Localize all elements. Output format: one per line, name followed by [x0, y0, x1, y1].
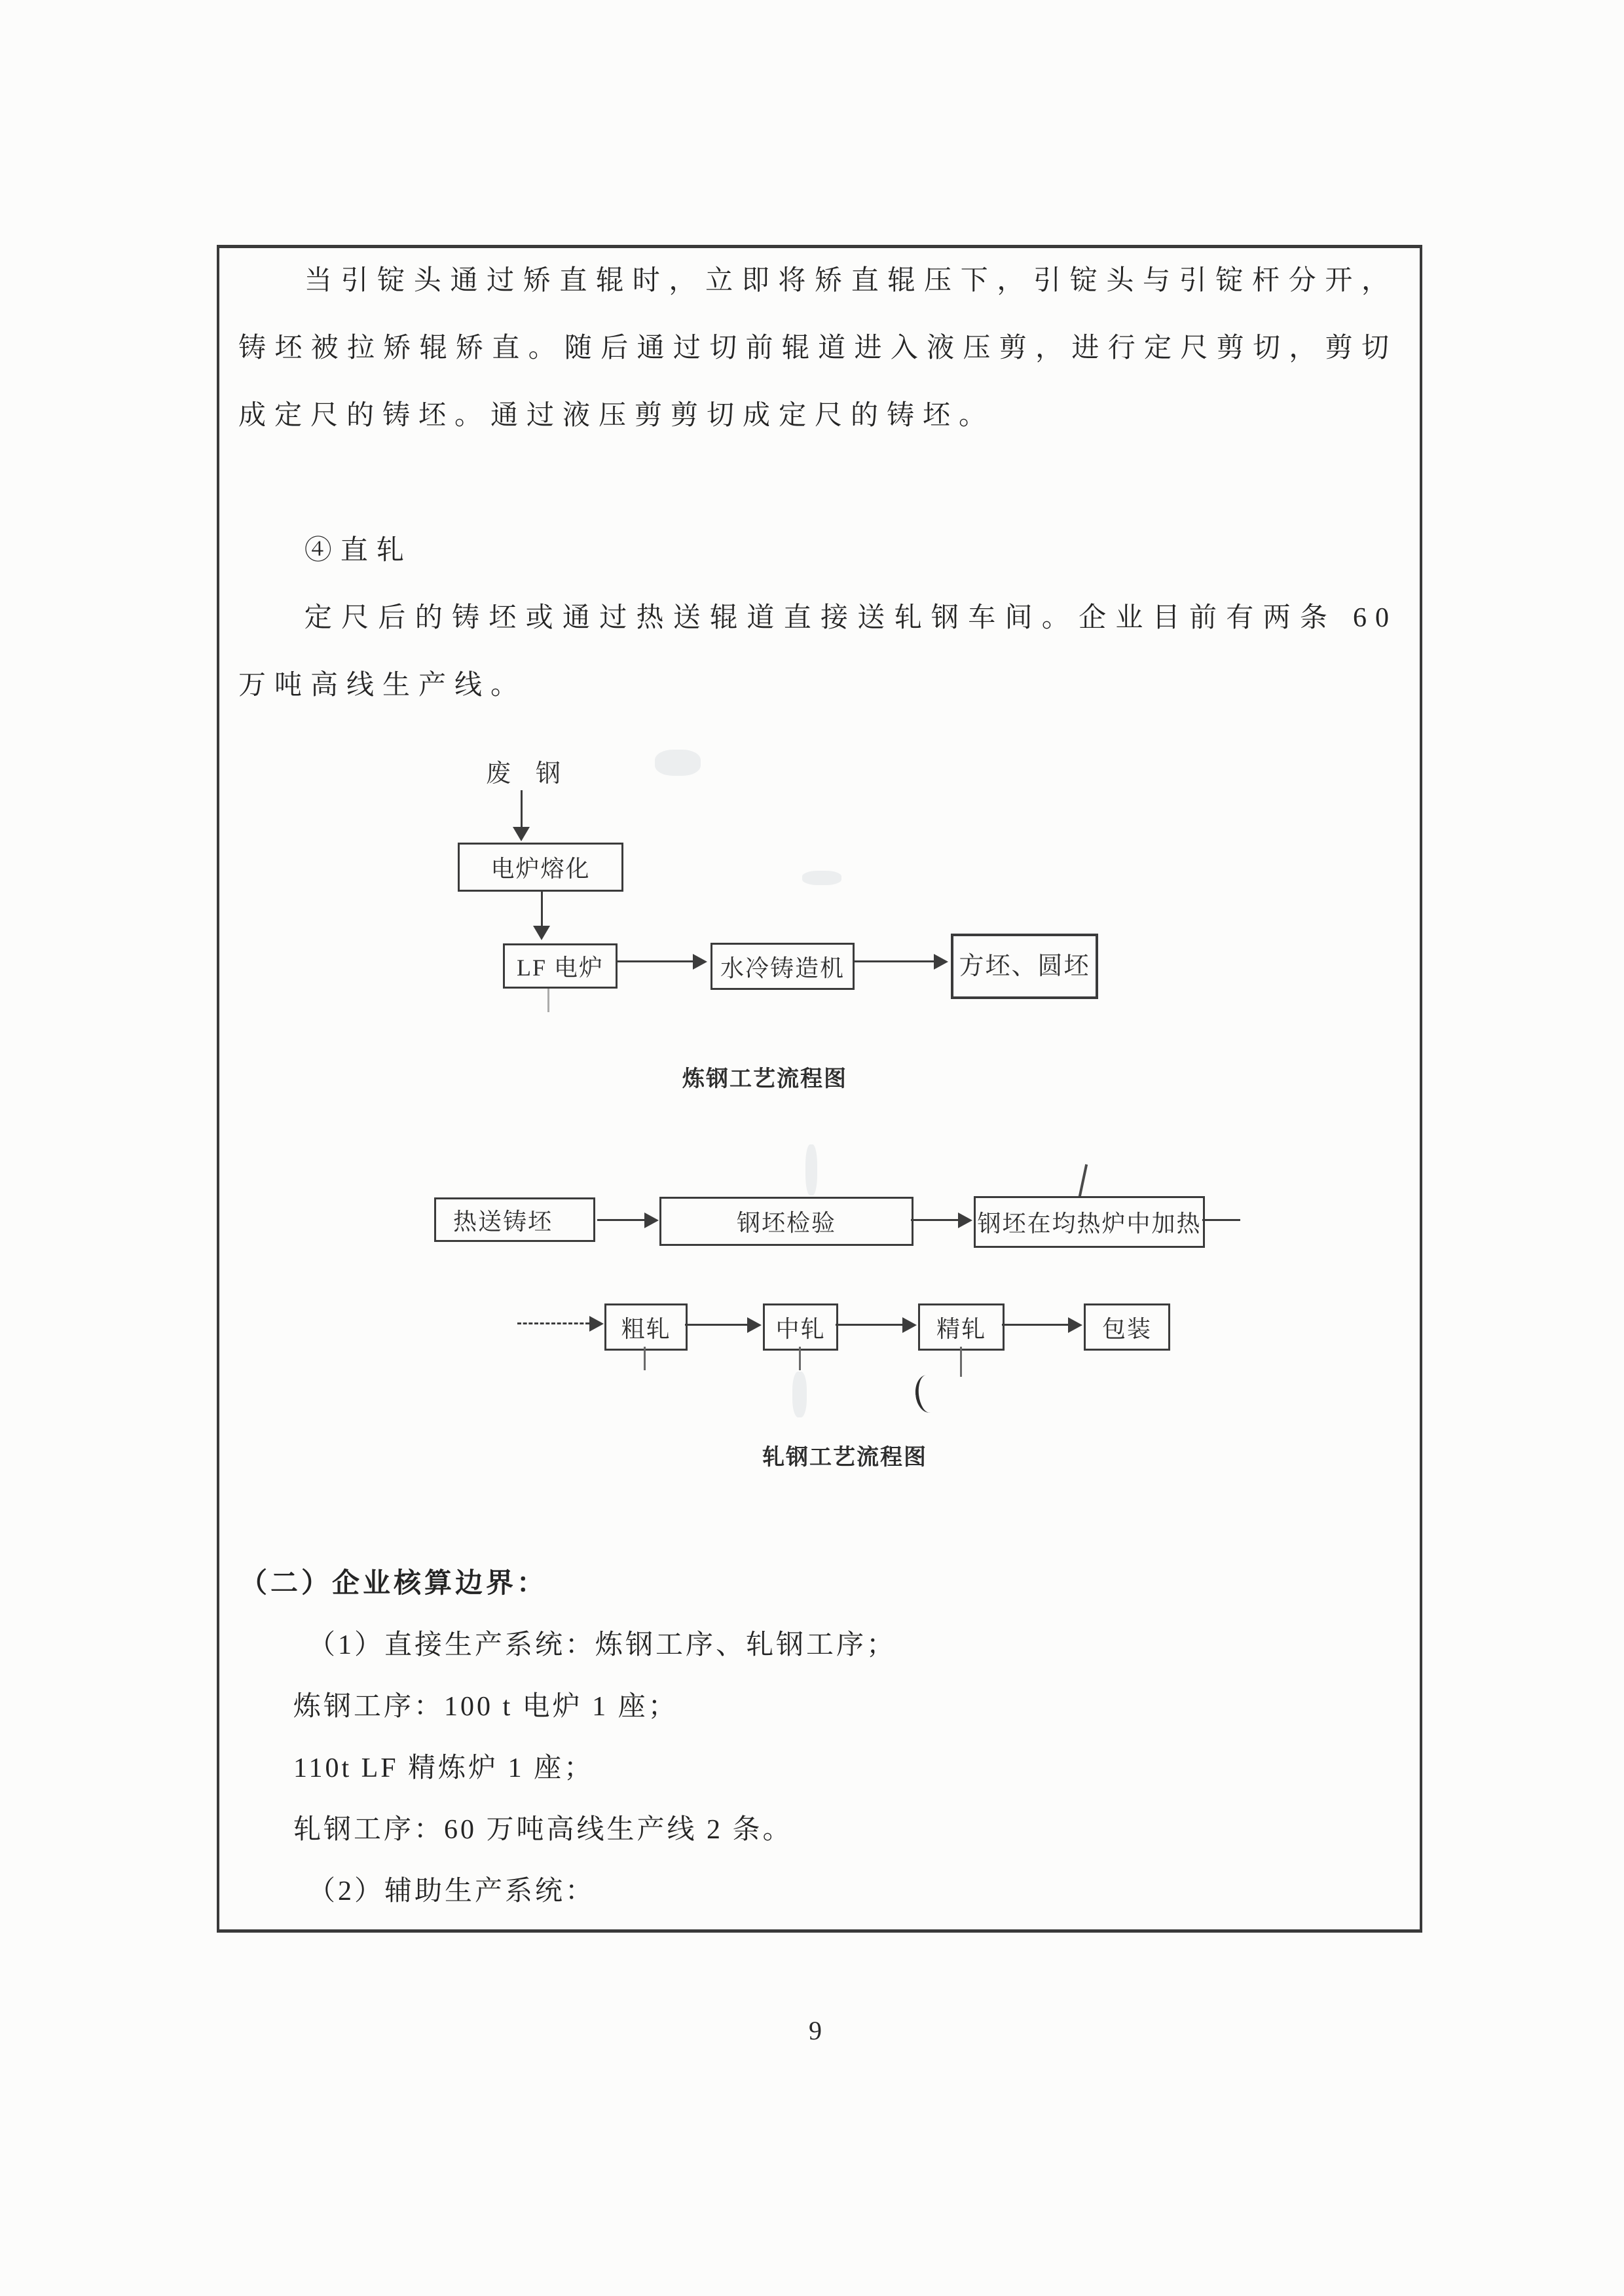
flow-box-label: 中轧: [775, 1315, 826, 1342]
arrow-line-rough-to-mid: [685, 1324, 748, 1326]
flow-box-finish-rolling: [918, 1303, 1005, 1351]
flow-box-reheat-furnace: [974, 1196, 1205, 1248]
flow-box-label: 电炉熔化: [490, 856, 591, 882]
flow-box-label: 包装: [1101, 1315, 1152, 1342]
boundary-heading: （二）企业核算边界：: [240, 1569, 548, 1599]
flow-box-label: 热送铸坯: [453, 1208, 553, 1235]
flow-box-label: 水冷铸造机: [720, 955, 845, 981]
arrowhead-right-icon: [902, 1317, 917, 1333]
paragraph-direct-rolling-heading: ④直轧: [304, 536, 413, 566]
flow-box-label: 粗轧: [621, 1315, 671, 1342]
scan-smudge: [792, 1372, 807, 1417]
boundary-item-steelmaking: 炼钢工序：100 t 电炉 1 座；: [293, 1692, 678, 1722]
flow-box-label: 方坯、圆坯: [959, 953, 1090, 980]
arrowhead-right-icon: [1068, 1317, 1082, 1333]
boundary-item-direct-system: （1）直接生产系统：炼钢工序、轧钢工序；: [308, 1630, 897, 1660]
scan-stub-mark: [644, 1347, 646, 1370]
dashed-arrow-line-into-rough: [517, 1322, 589, 1324]
arrowhead-right-icon: [589, 1316, 604, 1332]
scan-arc-artifact: [913, 1374, 943, 1414]
scan-stub-mark: [960, 1347, 962, 1377]
page-number: 9: [809, 2016, 822, 2045]
flow-box-rough-rolling: [604, 1303, 688, 1351]
boundary-item-lf-furnace: 110t LF 精炼炉 1 座；: [293, 1753, 595, 1783]
steelmaking-flowchart-caption: 炼钢工艺流程图: [682, 1067, 847, 1091]
flow-box-packing: [1084, 1303, 1170, 1351]
boundary-section: [220, 1553, 1412, 1922]
flow-box-label: LF 电炉: [516, 955, 604, 981]
scan-stub-mark: [799, 1347, 801, 1370]
flow-box-hot-send-billet: [434, 1197, 595, 1242]
arrow-line-inspect-to-reheat: [911, 1219, 958, 1221]
scan-smudge: [805, 1144, 817, 1195]
paragraph-casting: 当引锭头通过矫直辊时，立即将矫直辊压下，引锭头与引锭杆分开，铸坯被拉矫辊矫直。随后通过切前辊道进入液压剪，进行定尺剪切，剪切成定尺的铸坯。通过液压剪剪切成定尺的铸坯。: [238, 266, 1397, 431]
arrowhead-right-icon: [958, 1212, 972, 1228]
flow-box-billet-inspection: [659, 1197, 913, 1246]
flow-box-label: 钢坯检验: [736, 1210, 836, 1236]
boundary-item-rolling: 轧钢工序：60 万吨高线生产线 2 条。: [293, 1815, 793, 1845]
arrow-line-mid-to-finish: [836, 1324, 904, 1326]
rolling-flowchart-caption: 轧钢工艺流程图: [762, 1446, 927, 1470]
flow-box-label: 钢坯在均热炉中加热: [977, 1211, 1202, 1237]
arrowhead-right-icon: [747, 1317, 762, 1333]
arrowhead-right-icon: [644, 1212, 659, 1228]
flow-box-label: 精轧: [936, 1315, 986, 1342]
scan-tick-mark: [1079, 1164, 1088, 1197]
boundary-item-auxiliary: （2）辅助生产系统：: [308, 1876, 596, 1906]
line-reheat-continue: [1202, 1219, 1240, 1221]
paragraph-direct-rolling: 定尺后的铸坯或通过热送辊道直接送轧钢车间。企业目前有两条 60 万吨高线生产线。: [238, 603, 1397, 701]
flow-box-intermediate-rolling: [763, 1303, 838, 1351]
scrap-steel-label: 废 钢: [486, 760, 561, 788]
arrow-line-hotsend-to-inspect: [597, 1219, 644, 1221]
arrow-line-finish-to-pack: [1002, 1324, 1069, 1326]
